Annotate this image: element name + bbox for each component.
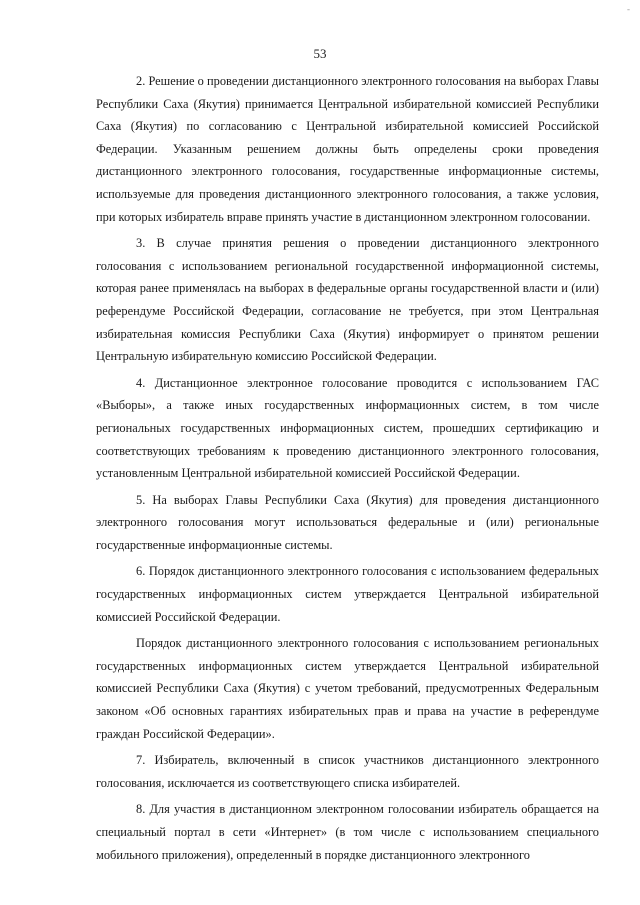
page-number: 53 [313, 46, 327, 61]
paragraph-6-continued: Порядок дистанционного электронного голосования с использованием региональных государственных информационных систем утверждается Центральной избирательной комиссией Республики Саха (Якутия) с учетом требований, предусмотренных Федеральным законом «Об основных гарантиях избирательных прав и права на участие в референдуме граждан Российской Федерации». [96, 636, 599, 741]
document-body [96, 70, 599, 870]
paragraph-4: 4. Дистанционное электронное голосование проводится с использованием ГАС «Выборы», а также иных государственных информационных систем, в том числе региональных государственных информационных систем, прошедших сертификацию и соответствующих требованиям к проведению дистанционного электронного голосования, установленным Центральной избирательной комиссией Российской Федерации. [96, 375, 599, 481]
paragraph-2: 2. Решение о проведении дистанционного электронного голосования на выборах Главы Республики Саха (Якутия) принимается Центральной избирательной комиссией Республики Саха (Якутия) по согласованию с Центральной избирательной комиссией Российской Федерации. Указанным решением должны быть определены сроки проведения дистанционного электронного голосования, государственные информационные системы, используемые для проведения дистанционного электронного голосования, а также условия, при которых избиратель вправе принять участие в дистанционном электронном голосовании. [96, 74, 599, 224]
paragraph-8: 8. Для участия в дистанционном электронном голосовании избиратель обращается на специальный портал в сети «Интернет» (в том числе с использованием специального мобильного приложения), определенный в порядке дистанционного электронного [96, 802, 599, 862]
corner-mark: - [627, 4, 630, 14]
paragraph-7: 7. Избиратель, включенный в список участников дистанционного электронного голосования, исключается из соответствующего списка избирателей. [96, 753, 599, 790]
paragraph-3: 3. В случае принятия решения о проведении дистанционного электронного голосования с использованием региональной государственной информационной системы, которая ранее применялась на выборах в федеральные органы государственной власти и (или) референдуме Российской Федерации, согласование не требуется, при этом Центральная избирательная комиссия Республики Саха (Якутия) информирует о принятом решении Центральную избирательную комиссию Российской Федерации. [96, 236, 599, 364]
paragraph-5: 5. На выборах Главы Республики Саха (Якутия) для проведения дистанционного электронного голосования могут использоваться федеральные и (или) региональные государственные информационные системы. [96, 492, 599, 552]
paragraph-6: 6. Порядок дистанционного электронного голосования с использованием федеральных государственных информационных систем утверждается Центральной избирательной комиссией Российской Федерации. [96, 564, 599, 624]
